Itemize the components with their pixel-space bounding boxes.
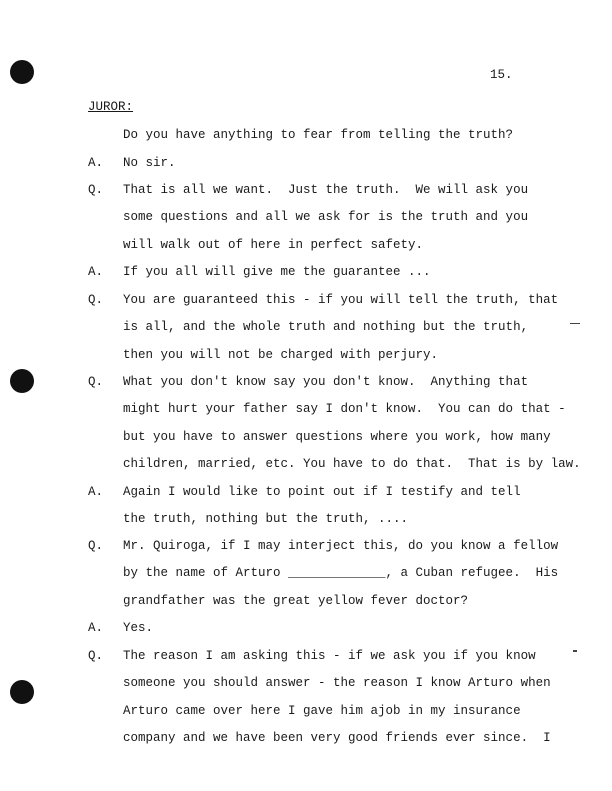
transcript-line: someone you should answer - the reason I know Arturo when — [123, 676, 551, 691]
transcript-line: is all, and the whole truth and nothing but the truth, — [123, 320, 529, 335]
transcript-line: If you all will give me the guarantee ... — [123, 265, 431, 279]
transcript-line: company and we have been very good friends ever since. I — [123, 730, 551, 745]
transcript-line: Again I would like to point out if I testify and tell — [123, 485, 521, 499]
speaker-label: A. — [88, 265, 104, 279]
transcript-line: Arturo came over here I gave him ajob in my insurance — [123, 703, 521, 718]
punch-hole — [10, 680, 34, 704]
transcript-line: What you don't know say you don't know. Anything that — [123, 375, 529, 389]
page-number: 15. — [490, 68, 513, 82]
speaker-label: Q. — [88, 539, 104, 553]
speaker-label: Q. — [88, 293, 104, 307]
punch-hole — [10, 60, 34, 84]
speaker-header: JUROR: — [88, 100, 134, 114]
margin-mark — [573, 650, 577, 652]
transcript-line: You are guaranteed this - if you will tell the truth, that — [123, 293, 559, 307]
transcript-line: by the name of Arturo _____________, a Cuban refugee. His — [123, 566, 559, 581]
transcript-line: No sir. — [123, 156, 176, 170]
speaker-label: A. — [88, 485, 104, 499]
transcript-line: children, married, etc. You have to do that. That is by law. — [123, 456, 581, 471]
transcript-line: The reason I am asking this - if we ask you if you know — [123, 649, 536, 663]
transcript-line: grandfather was the great yellow fever doctor? — [123, 593, 469, 608]
speaker-label: A. — [88, 156, 104, 170]
transcript-line: That is all we want. Just the truth. We will ask you — [123, 183, 529, 197]
transcript-line: then you will not be charged with perjury. — [123, 347, 439, 362]
transcript-line: Yes. — [123, 621, 154, 635]
transcript-line: some questions and all we ask for is the truth and you — [123, 210, 529, 225]
transcript-line: but you have to answer questions where you work, how many — [123, 429, 551, 444]
margin-mark — [570, 323, 580, 324]
speaker-label: Q. — [88, 649, 104, 663]
speaker-label: A. — [88, 621, 104, 635]
transcript-line: will walk out of here in perfect safety. — [123, 237, 424, 252]
punch-hole — [10, 369, 34, 393]
speaker-label: Q. — [88, 183, 104, 197]
transcript-line: Do you have anything to fear from telling the truth? — [123, 128, 514, 142]
transcript-line: might hurt your father say I don't know. You can do that - — [123, 402, 566, 417]
transcript-line: Mr. Quiroga, if I may interject this, do you know a fellow — [123, 539, 559, 553]
speaker-label: Q. — [88, 375, 104, 389]
transcript-line: the truth, nothing but the truth, .... — [123, 512, 409, 527]
